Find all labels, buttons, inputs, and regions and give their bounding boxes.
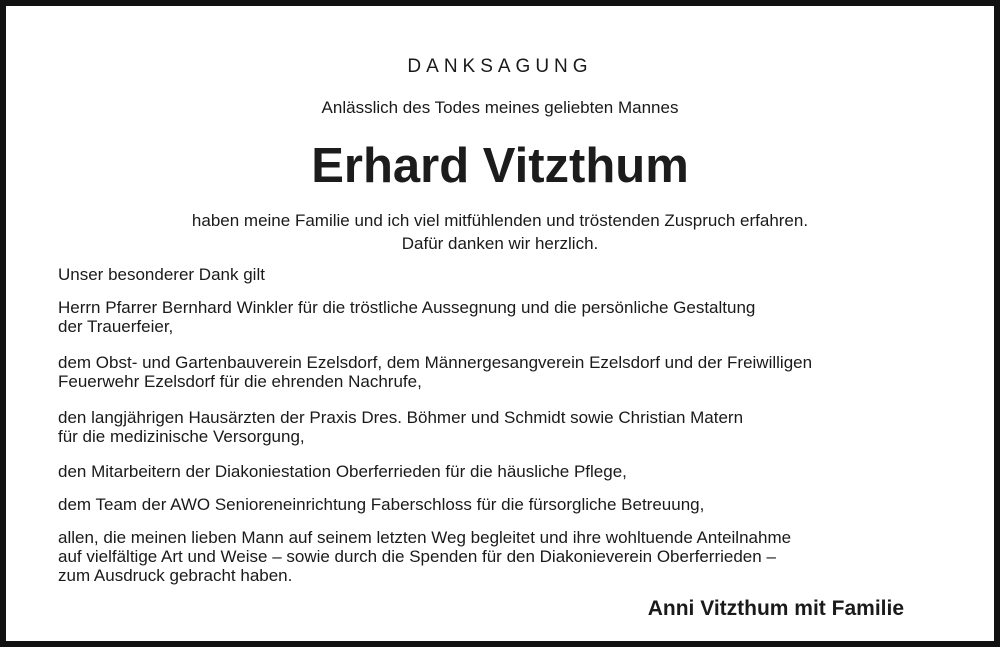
thanks-paragraph-all [58, 528, 938, 585]
support-line: Dafür danken wir herzlich. [401, 234, 599, 253]
paragraph-line: auf vielfältige Art und Weise – sowie durch die Spenden für den Diakonieverein Oberferrieden – [58, 547, 776, 566]
thanks-intro [58, 265, 938, 284]
paragraph-line: allen, die meinen lieben Mann auf seinem letzten Weg begleitet und ihre wohltuende Anteilnahme [58, 528, 792, 547]
paragraph-line: den langjährigen Hausärzten der Praxis Dres. Böhmer und Schmidt sowie Christian Matern [58, 408, 744, 427]
paragraph-line: den Mitarbeitern der Diakoniestation Oberferrieden für die häusliche Pflege, [58, 462, 627, 481]
notice-intro: Anlässlich des Todes meines geliebten Mannes [321, 98, 679, 117]
paragraph-line: für die medizinische Versorgung, [58, 427, 305, 446]
thanks-paragraph-pastor [58, 298, 938, 336]
notice-heading: DANKSAGUNG [407, 56, 593, 77]
deceased-name: Erhard Vitzthum [311, 139, 689, 193]
thanks-intro-line: Unser besonderer Dank gilt [58, 265, 265, 284]
thanks-paragraph-doctors [58, 408, 938, 446]
paragraph-line: dem Team der AWO Senioreneinrichtung Faberschloss für die fürsorgliche Betreuung, [58, 495, 705, 514]
paragraph-line: dem Obst- und Gartenbauverein Ezelsdorf, dem Männergesangverein Ezelsdorf und der Freiwilligen [58, 353, 813, 372]
paragraph-line: Herrn Pfarrer Bernhard Winkler für die tröstliche Aussegnung und die persönliche Gestaltung [58, 298, 756, 317]
thanks-paragraph-awo [58, 495, 938, 514]
paragraph-line: Feuerwehr Ezelsdorf für die ehrenden Nachrufe, [58, 372, 422, 391]
thanks-paragraph-diakonie [58, 462, 938, 481]
support-text [6, 209, 994, 255]
support-line: haben meine Familie und ich viel mitfühlenden und tröstenden Zuspruch erfahren. [191, 211, 809, 230]
signature: Anni Vitzthum mit Familie [647, 597, 904, 620]
thanks-paragraph-clubs [58, 353, 938, 391]
paragraph-line: der Trauerfeier, [58, 317, 174, 336]
paragraph-line: zum Ausdruck gebracht haben. [58, 566, 293, 585]
